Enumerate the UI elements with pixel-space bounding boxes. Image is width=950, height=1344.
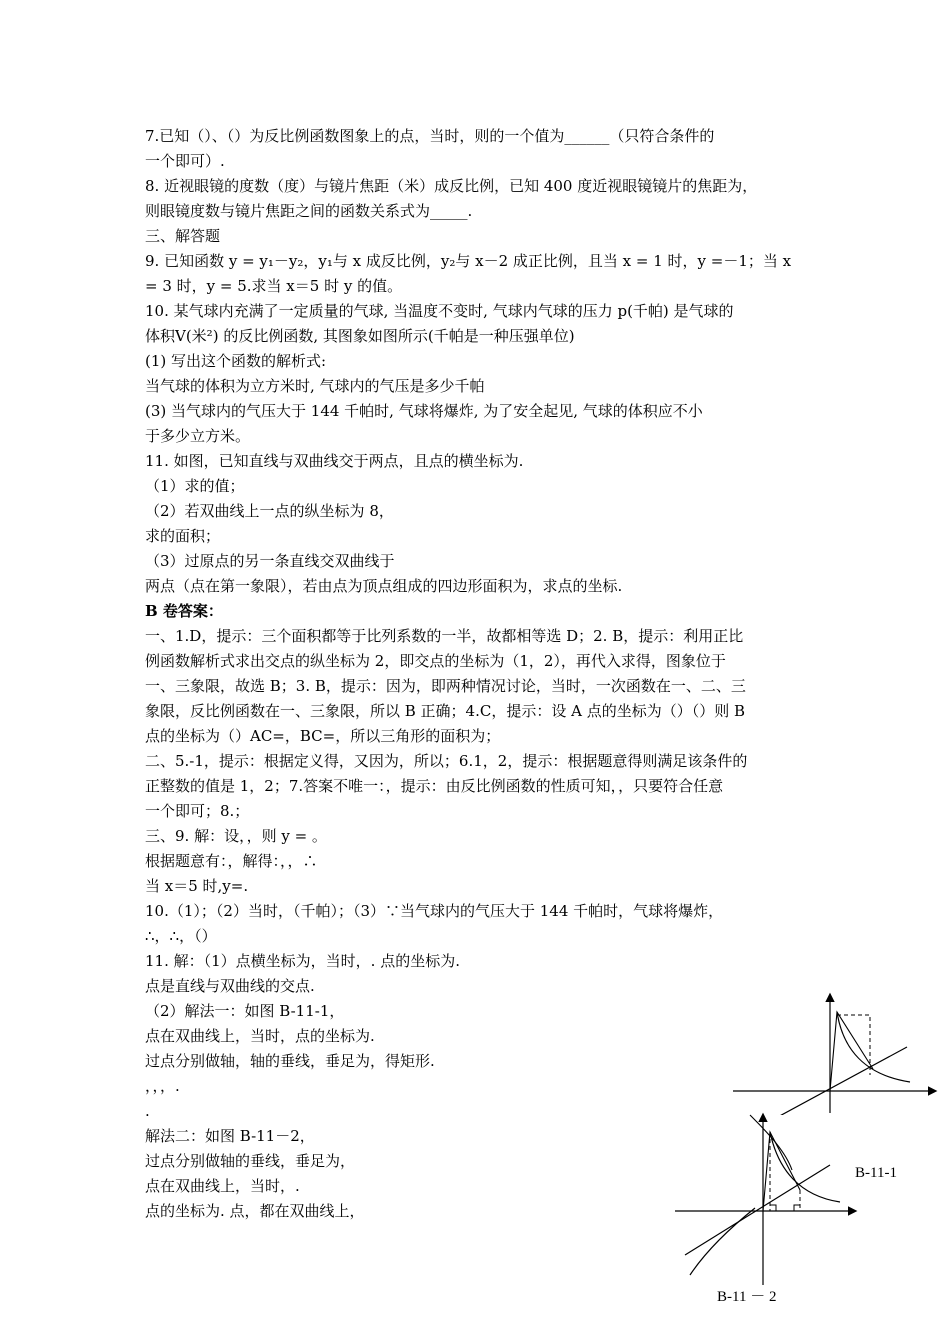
text-line: 于多少立方米。 <box>145 427 251 445</box>
text-line: 一、1.D，提示：三个面积都等于比列系数的一半，故都相等选 D；2. B，提示：利用正比 <box>145 627 744 645</box>
text-line: 二、5.-1，提示：根据定义得，又因为，所以；6.1，2，提示：根据题意得则满足该条件的 <box>145 752 748 770</box>
dashed-rectangle <box>837 1015 870 1075</box>
text-line: . <box>145 1102 150 1120</box>
text-line: 11. 解：（1）点横坐标为，当时，. 点的坐标为. <box>145 952 460 970</box>
text-line: 象限，反比例函数在一、三象限，所以 B 正确；4.C，提示：设 A 点的坐标为（）（）则 B <box>145 702 746 720</box>
text-line: 点在双曲线上，当时，. <box>145 1177 300 1195</box>
figure-b-11-2 <box>670 1110 860 1290</box>
text-line: 一个即可；8.； <box>145 802 250 820</box>
figure-caption: B-11 － 2 <box>717 1289 777 1305</box>
text-line: 点的坐标为. 点，都在双曲线上， <box>145 1202 365 1220</box>
text-line: 一、三象限，故选 B；3. B，提示：因为，即两种情况讨论，当时，一次函数在一、二、三 <box>145 677 746 695</box>
text-line: 解法二：如图 B-11－2， <box>145 1127 315 1145</box>
text-line: 10. 某气球内充满了一定质量的气球, 当温度不变时, 气球内气球的压力 p(千帕) 是气球的 <box>145 302 734 320</box>
right-angle-mark <box>770 1205 776 1211</box>
text-line: (3) 当气球内的气压大于 144 千帕时, 气球将爆炸, 为了安全起见, 气球的体积应不小 <box>145 402 703 420</box>
text-line: 点在双曲线上，当时，点的坐标为. <box>145 1027 375 1045</box>
text-line: （1）求的值； <box>145 477 245 495</box>
text-line: 11. 如图，已知直线与双曲线交于两点，且点的横坐标为. <box>145 452 524 470</box>
text-line: 7.已知（）、（）为反比例函数图象上的点，当时，则的一个值为______（只符合条件的 <box>145 127 715 145</box>
text-line: 两点（点在第一象限），若由点为顶点组成的四边形面积为，求点的坐标. <box>145 577 623 595</box>
text-line: 10.（1）；（2）当时，（千帕）；（3）∵当气球内的气压大于 144 千帕时，气球将爆炸， <box>145 902 724 920</box>
triangle-lines <box>763 1132 800 1211</box>
hyperbola-branch <box>837 1012 910 1082</box>
text-line: 当气球的体积为立方米时, 气球内的气压是多少千帕 <box>145 377 485 395</box>
text-line: ，，，. <box>145 1077 180 1095</box>
text-line: (1) 写出这个函数的解析式: <box>145 352 327 370</box>
text-line: 三、9. 解：设，，则 y = 。 <box>145 827 327 845</box>
text-line: 点是直线与双曲线的交点. <box>145 977 315 995</box>
text-line: 9. 已知函数 y = y₁－y₂，y₁与 x 成反比例，y₂与 x－2 成正比例，且当 x = 1 时，y =－1；当 x <box>145 252 792 270</box>
text-line: 一个即可）. <box>145 152 225 170</box>
text-line: 过点分别做轴，轴的垂线，垂足为，得矩形. <box>145 1052 435 1070</box>
figure-b-11-1 <box>725 990 940 1115</box>
text-line: 则眼镜度数与镜片焦距之间的函数关系式为_____. <box>145 202 473 220</box>
answer-heading: B 卷答案： <box>145 602 223 620</box>
text-line: （2）解法一：如图 B-11-1， <box>145 1002 345 1020</box>
text-line: 正整数的值是 1，2；7.答案不唯一：，提示：由反比例函数的性质可知，，只要符合任意 <box>145 777 724 795</box>
text-line: （2）若双曲线上一点的纵坐标为 8， <box>145 502 394 520</box>
text-line: 体积V(米²) 的反比例函数, 其图象如图所示(千帕是一种压强单位) <box>145 327 575 345</box>
straight-line <box>685 1165 830 1255</box>
figure-caption: B-11-1 <box>855 1165 897 1181</box>
text-line: （3）过原点的另一条直线交双曲线于 <box>145 552 395 570</box>
text-line: 例函数解析式求出交点的纵坐标为 2，即交点的坐标为（1，2），再代入求得，图象位于 <box>145 652 726 670</box>
text-line: 求的面积； <box>145 527 221 545</box>
text-line: 8. 近视眼镜的度数（度）与镜片焦距（米）成反比例，已知 400 度近视眼镜镜片的焦距为， <box>145 177 758 195</box>
section-heading: 三、解答题 <box>145 227 221 245</box>
hyperbola-branch-first <box>770 1132 840 1202</box>
text-line: = 3 时，y = 5.求当 x＝5 时 y 的值。 <box>145 277 403 295</box>
text-line: ∴，∴，（） <box>145 927 217 945</box>
text-line: 点的坐标为（）AC=，BC=，所以三角形的面积为； <box>145 727 501 745</box>
text-line: 过点分别做轴的垂线，垂足为， <box>145 1152 356 1170</box>
straight-line <box>763 1047 907 1115</box>
triangle-lines <box>830 1012 873 1091</box>
text-line: 当 x＝5 时,y=. <box>145 877 249 895</box>
text-line: 根据题意有：，解得：，，∴ <box>145 852 318 870</box>
right-angle-mark <box>794 1205 800 1211</box>
